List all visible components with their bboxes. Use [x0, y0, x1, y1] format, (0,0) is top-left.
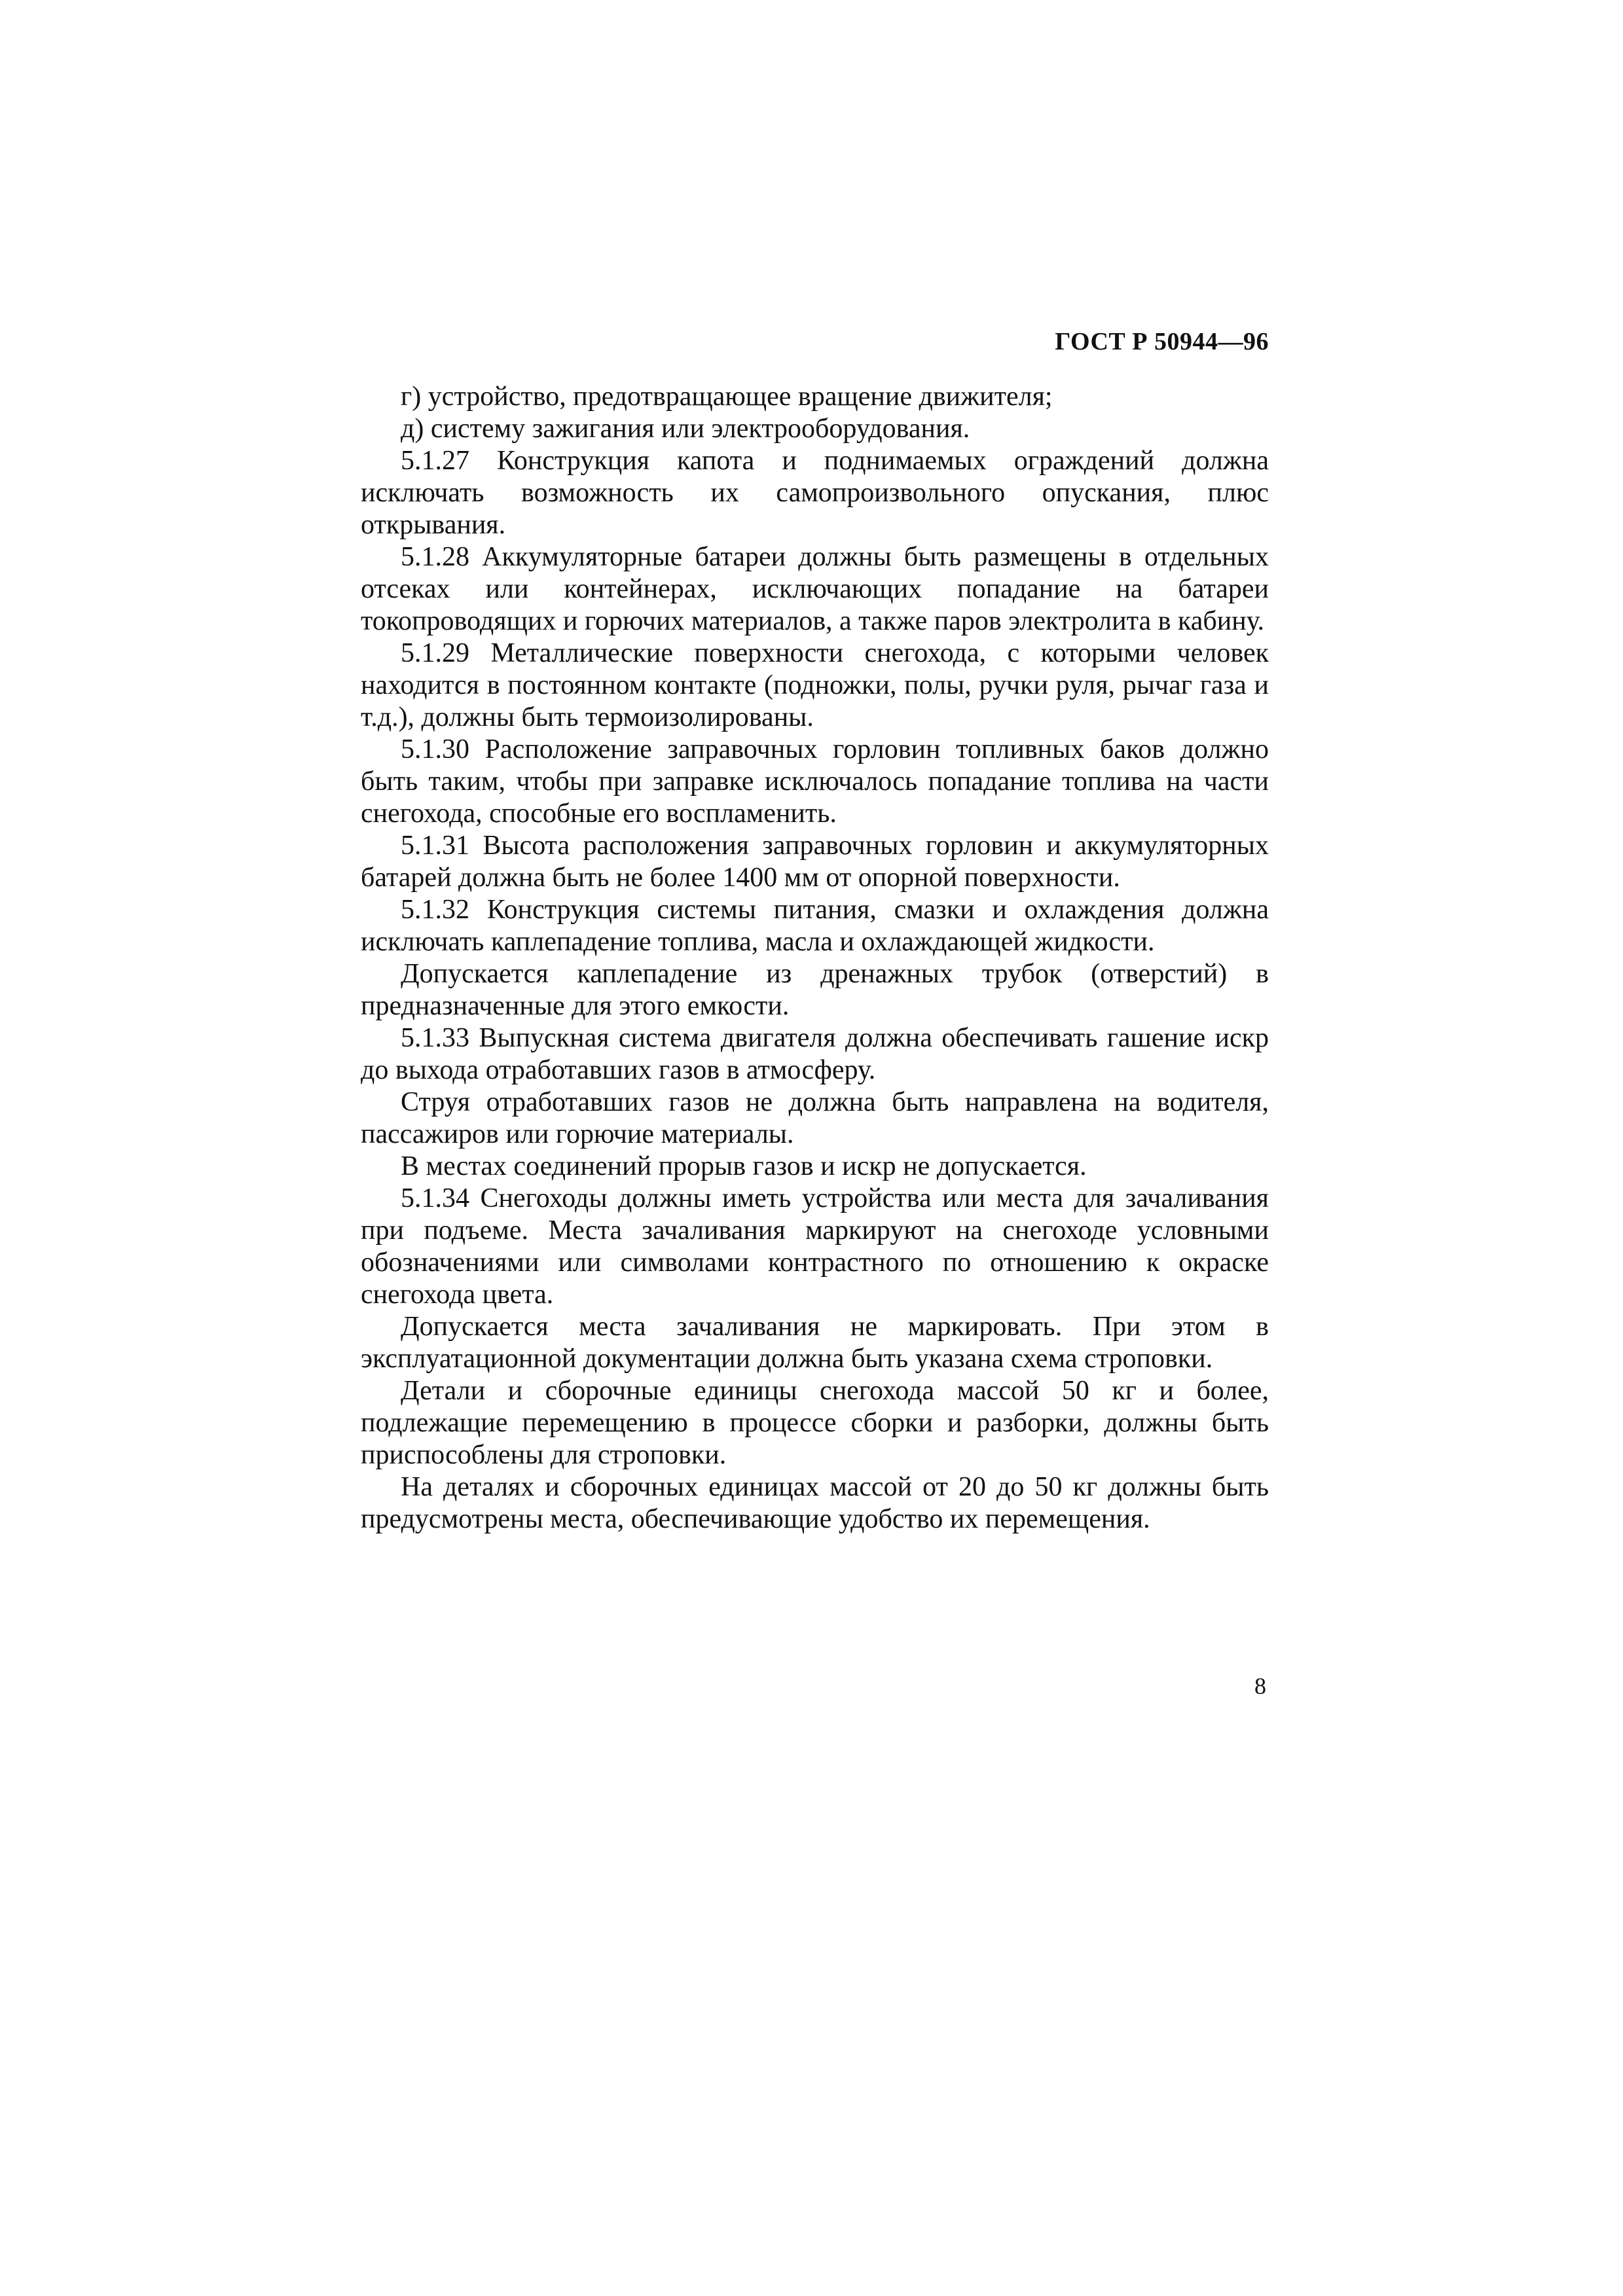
- document-header: ГОСТ Р 50944—96: [1055, 328, 1269, 355]
- paragraph-5-1-28: 5.1.28 Аккумуляторные батареи должны быть размещены в отдельных отсеках или контейнерах, исключающих попадание на батареи токопроводящих и горючих материалов, а также паров электролита в кабину.: [361, 542, 1269, 636]
- paragraph-5-1-29: 5.1.29 Металлические поверхности снегохода, с которыми человек находится в постоянном контакте (подножки, полы, ручки руля, рычаг газа и т.д.), должны быть термоизолированы.: [361, 638, 1269, 732]
- paragraph-5-1-30: 5.1.30 Расположение заправочных горловин топливных баков должно быть таким, чтобы при заправке исключалось попадание топлива на части снегохода, способные его воспламенить.: [361, 734, 1269, 829]
- paragraph-5-1-32: 5.1.32 Конструкция системы питания, смазки и охлаждения должна исключать каплепадение топлива, масла и охлаждающей жидкости.: [361, 895, 1269, 957]
- paragraph-5-1-34-note-2: Детали и сборочные единицы снегохода массой 50 кг и более, подлежащие перемещению в процессе сборки и разборки, должны быть приспособлены для строповки.: [361, 1376, 1269, 1470]
- paragraph-5-1-33-note-2: В местах соединений прорыв газов и искр не допускается.: [401, 1151, 1087, 1181]
- paragraph-5-1-34-note-1: Допускается места зачаливания не маркировать. При этом в эксплуатационной документации должна быть указана схема строповки.: [361, 1312, 1269, 1374]
- paragraph-5-1-32-note: Допускается каплепадение из дренажных трубок (отверстий) в предназначенные для этого емкости.: [361, 959, 1269, 1021]
- page-number: 8: [1254, 1673, 1266, 1699]
- paragraph-list-item-g: г) устройство, предотвращающее вращение движителя;: [401, 382, 1053, 412]
- paragraph-list-item-d: д) систему зажигания или электрооборудования.: [401, 414, 970, 444]
- paragraph-5-1-31: 5.1.31 Высота расположения заправочных горловин и аккумуляторных батарей должна быть не более 1400 мм от опорной поверхности.: [361, 831, 1269, 893]
- paragraph-5-1-33: 5.1.33 Выпускная система двигателя должна обеспечивать гашение искр до выхода отработавших газов в атмосферу.: [361, 1023, 1269, 1085]
- paragraph-5-1-34-note-3: На деталях и сборочных единицах массой от 20 до 50 кг должны быть предусмотрены места, обеспечивающие удобство их перемещения.: [361, 1472, 1269, 1534]
- paragraph-5-1-27: 5.1.27 Конструкция капота и поднимаемых ограждений должна исключать возможность их самопроизвольного опускания, плюс открывания.: [361, 446, 1269, 540]
- paragraph-5-1-33-note-1: Струя отработавших газов не должна быть направлена на водителя, пассажиров или горючие материалы.: [361, 1087, 1269, 1149]
- document-body: [361, 381, 1269, 1535]
- paragraph-5-1-34: 5.1.34 Снегоходы должны иметь устройства или места для зачаливания при подъеме. Места зачаливания маркируют на снегоходе условными обозначениями или символами контрастного по отношению к окраске снегохода цвета.: [361, 1183, 1269, 1310]
